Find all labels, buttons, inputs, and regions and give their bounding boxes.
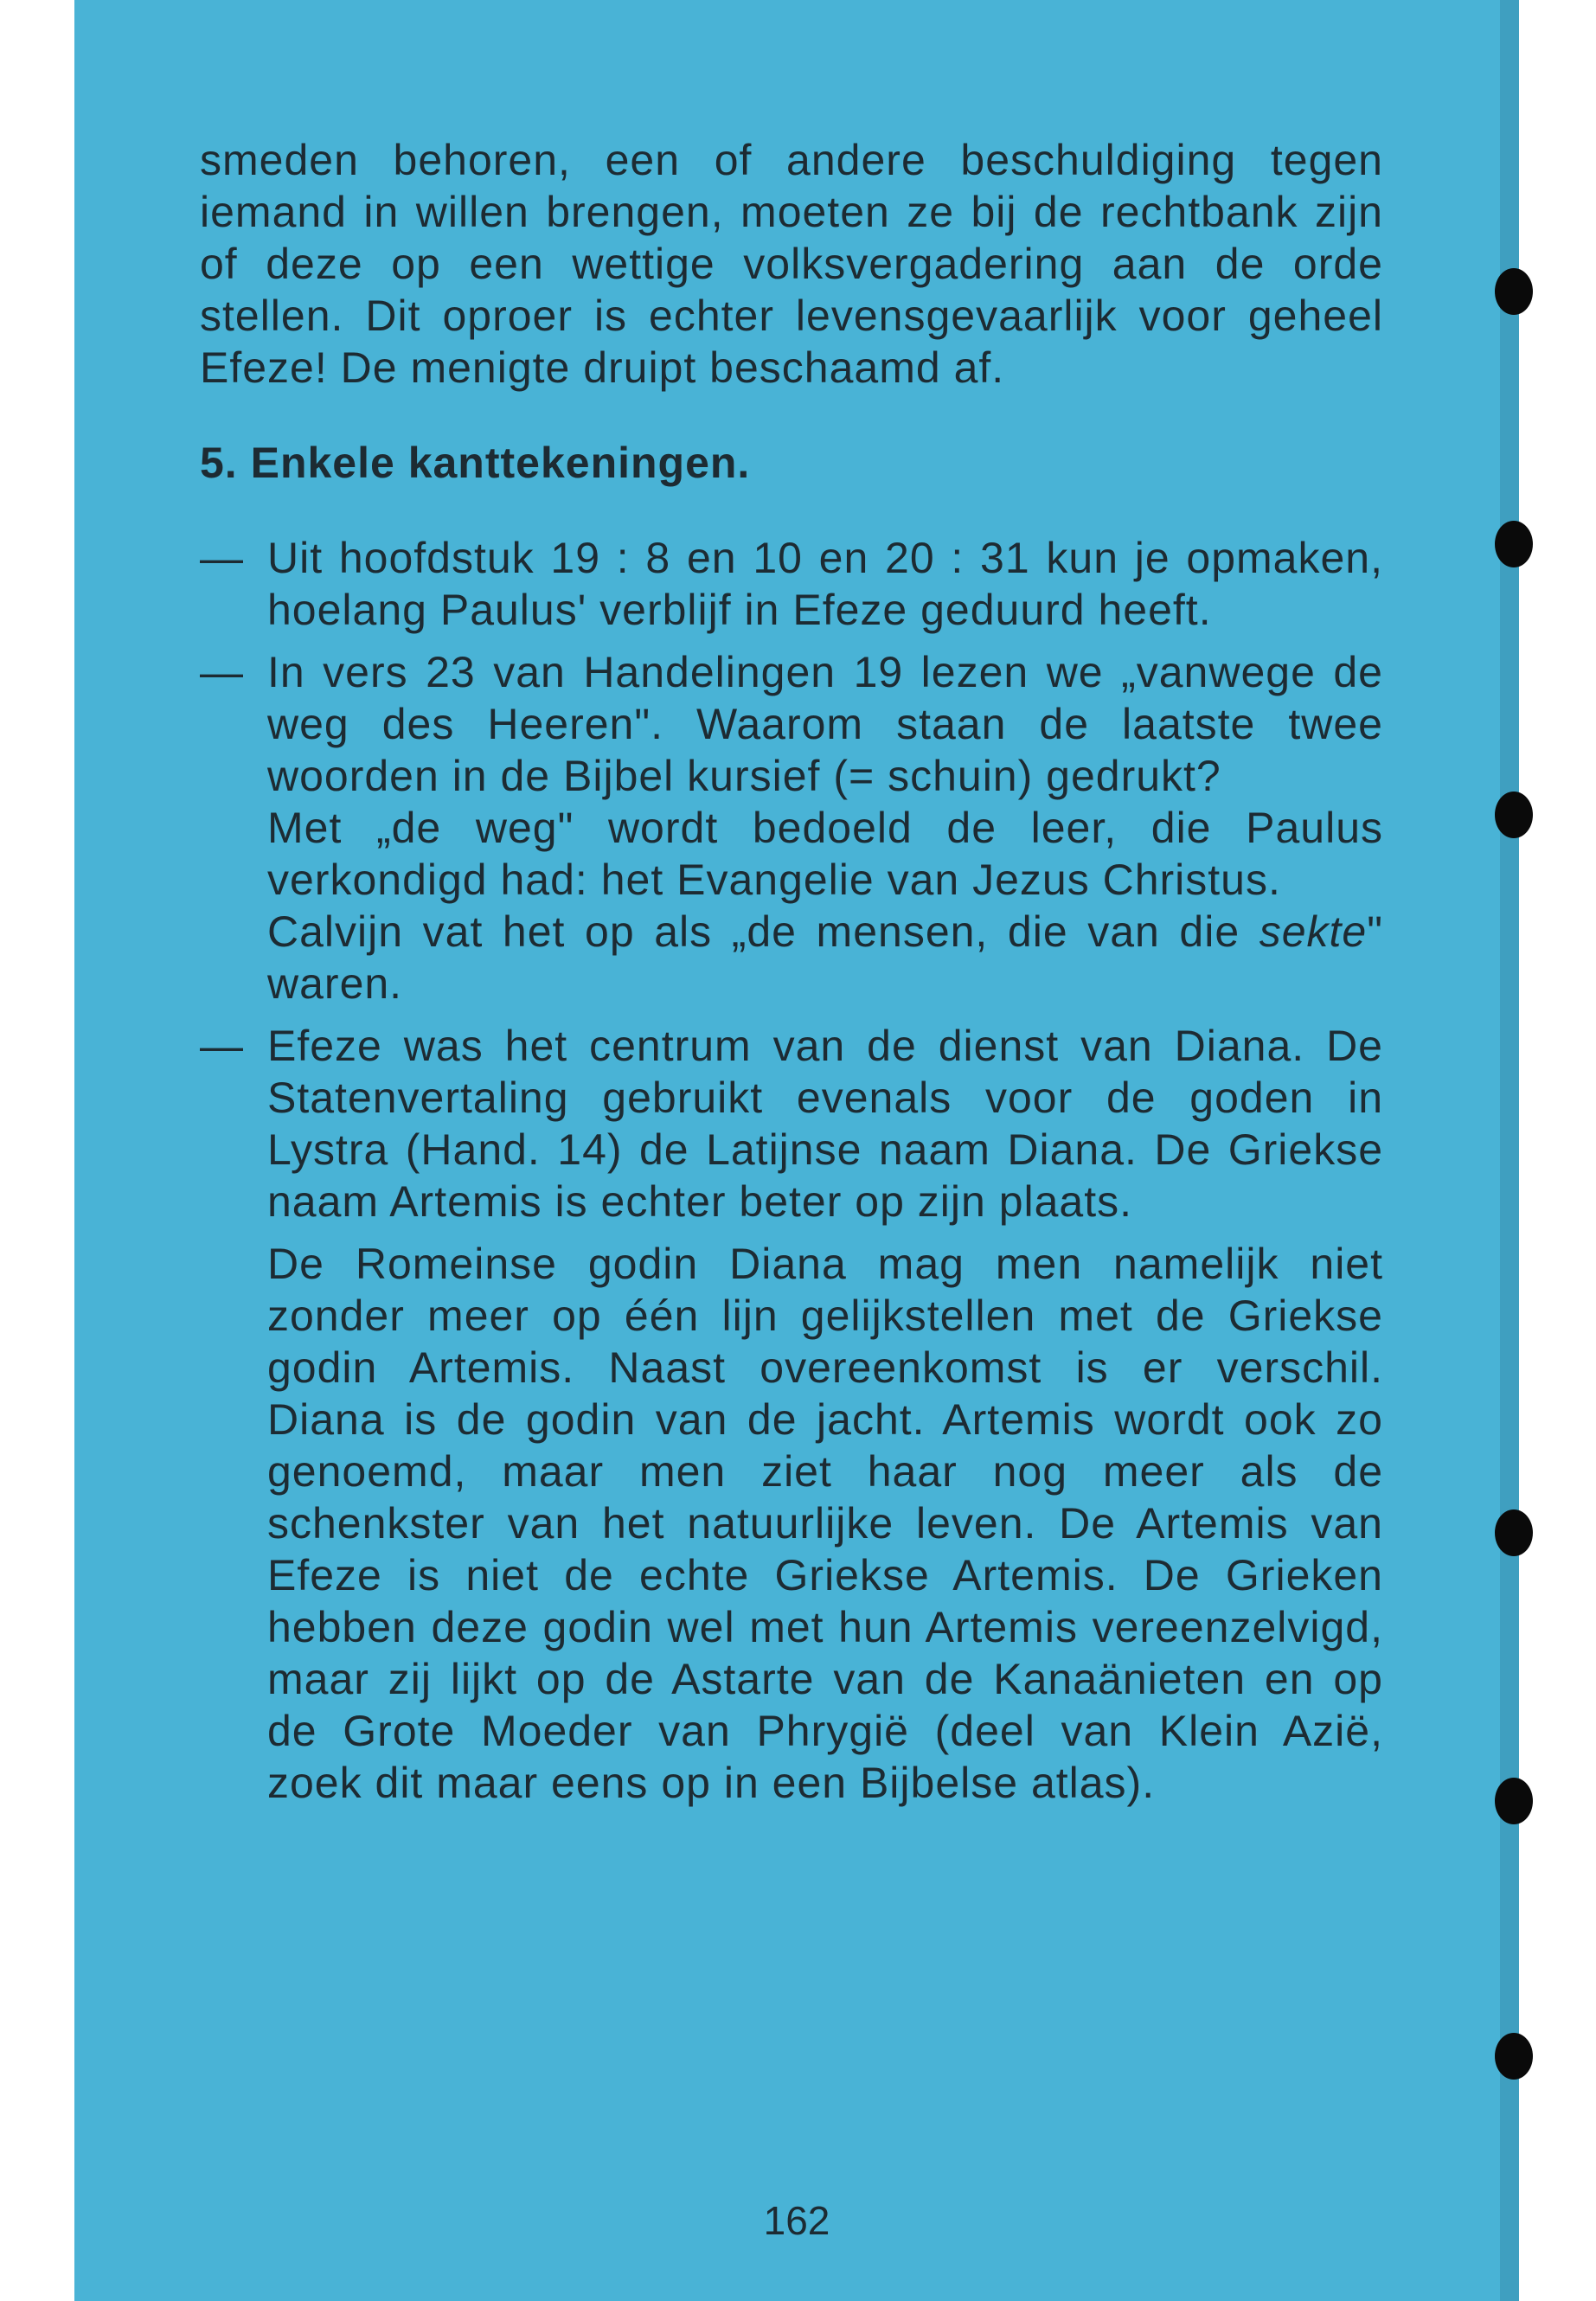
dash-bullet: — xyxy=(200,534,244,582)
binder-hole xyxy=(1495,268,1533,315)
page-edge xyxy=(1500,0,1519,2301)
page-text xyxy=(200,134,1383,1819)
binder-hole xyxy=(1495,792,1533,838)
binder-hole xyxy=(1495,2033,1533,2080)
item-paragraph: Uit hoofdstuk 19 : 8 en 10 en 20 : 31 kun je opmaken, hoelang Paulus' verblijf in Efeze geduurd heeft. xyxy=(267,534,1383,634)
dash-bullet: — xyxy=(200,648,244,696)
item-paragraph xyxy=(267,906,1383,1009)
item-paragraph: In vers 23 van Handelingen 19 lezen we „vanwege de weg des Heeren". Waarom staan de laatste twee woorden in de Bijbel kursief (= schuin) gedrukt? xyxy=(267,648,1383,800)
italic-word: sekte xyxy=(1259,907,1368,956)
item-paragraph: De Romeinse godin Diana mag men namelijk niet zonder meer op één lijn gelijkstellen met de Griekse godin Artemis. Naast overeenkomst is er verschil. Diana is de godin van de jacht. Artemis wordt ook zo genoemd, maar men ziet haar nog meer als de schenkster van het natuurlijke leven. De Artemis van Efeze is niet de echte Griekse Artemis. De Grieken hebben deze godin wel met hun Artemis vereenzelvigd, maar zij lijkt op de Astarte van de Kanaänieten en op de Grote Moeder van Phrygië (deel van Klein Azië, zoek dit maar eens op in een Bijbelse atlas). xyxy=(267,1240,1383,1807)
binder-hole xyxy=(1495,1509,1533,1556)
dash-bullet: — xyxy=(200,1022,244,1070)
item-paragraph: Met „de weg" wordt bedoeld de leer, die Paulus verkondigd had: het Evangelie van Jezus Christus. xyxy=(267,804,1383,904)
book-page xyxy=(74,0,1519,2301)
list-item xyxy=(200,646,1383,1009)
binder-hole xyxy=(1495,1778,1533,1824)
item-paragraph: Efeze was het centrum van de dienst van Diana. De Statenvertaling gebruikt evenals voor de goden in Lystra (Hand. 14) de Latijnse naam Diana. De Griekse naam Artemis is echter beter op zijn plaats. xyxy=(267,1022,1383,1226)
list-item xyxy=(200,1020,1383,1809)
binder-hole xyxy=(1495,521,1533,567)
text-run: " waren. xyxy=(267,907,1383,1008)
text-run: Calvijn vat het op als „de mensen, die van die xyxy=(267,907,1259,956)
section-heading: 5. Enkele kanttekeningen. xyxy=(200,439,751,487)
page-number: 162 xyxy=(763,2198,830,2243)
intro-paragraph: smeden behoren, een of andere beschuldiging tegen iemand in willen brengen, moeten ze bij de rechtbank zijn of deze op een wettige volksvergadering aan de orde stellen. Dit oproer is echter levensgevaarlijk voor geheel Efeze! De menigte druipt beschaamd af. xyxy=(200,136,1383,392)
list-item xyxy=(200,532,1383,636)
